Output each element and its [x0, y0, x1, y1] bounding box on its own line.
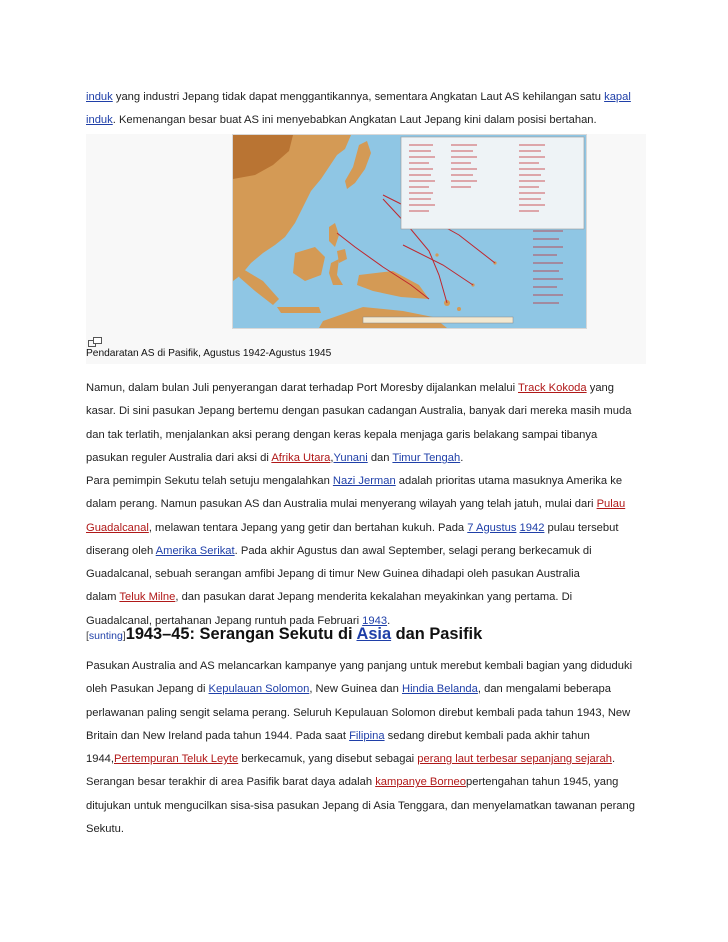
link-induk[interactable]: induk [86, 91, 113, 103]
text: . Pada akhir Agustus dan awal September, selagi perang berkecamuk di [234, 544, 592, 557]
text: adalah prioritas utama masuknya Amerika ke [395, 475, 623, 487]
link-amerika-serikat[interactable]: Amerika Serikat [155, 544, 235, 557]
p3-line-1: Pasukan Australia and AS melancarkan kampanye yang panjang untuk merebut kembali bagian yang diduduki [86, 660, 633, 672]
text: Britain dan New Ireland pada tahun 1944. Pada saat [86, 729, 350, 742]
link-asia[interactable]: Asia [356, 625, 392, 643]
link-afrika-utara[interactable]: Afrika Utara [271, 451, 331, 464]
map-image [233, 135, 586, 328]
map-figure [86, 134, 646, 364]
link-yunani[interactable]: Yunani [333, 451, 368, 464]
intro-paragraph [86, 86, 646, 133]
p2-line-2 [86, 493, 666, 516]
map-caption: Pendaratan AS di Pasifik, Agustus 1942-Agustus 1945 [86, 348, 332, 359]
intro-line-2 [86, 109, 646, 132]
text: , dan mengalami beberapa [477, 683, 611, 696]
link-1943[interactable]: 1943 [362, 614, 388, 627]
text: yang [586, 382, 614, 394]
text: 1944, [86, 753, 114, 766]
text: Para pemimpin Sekutu telah setuju mengalahkan [86, 475, 333, 487]
p1-line-4 [86, 447, 666, 470]
p2-line-1 [86, 470, 666, 493]
p3-line-3: perlawanan paling sengit selama perang. Seluruh Kepulauan Solomon direbut kembali pada tahun 1943, New [86, 706, 631, 719]
text: pertengahan tahun 1945, yang [466, 776, 619, 789]
link-pertempuran-teluk-leyte[interactable]: Pertempuran Teluk Leyte [114, 753, 239, 766]
text: . [387, 614, 391, 627]
text: pulau tersebut [544, 521, 619, 534]
p1-line-1 [86, 377, 666, 400]
text: , dan pasukan darat Jepang menderita kekalahan meyakinkan yang pertama. Di [175, 591, 573, 604]
link-7-agustus[interactable]: 7 Agustus [467, 521, 517, 534]
paragraph-kokoda [86, 377, 666, 470]
text: Guadalcanal, pertahanan Jepang runtuh pada Februari [86, 614, 363, 627]
link-filipina[interactable]: Filipina [349, 729, 385, 742]
text: , melawan tentara Jepang yang getir dan bertahan kukuh. Pada [148, 521, 468, 534]
paragraph-guadalcanal [86, 470, 666, 633]
link-hindia-belanda[interactable]: Hindia Belanda [401, 683, 478, 696]
text: dalam [86, 591, 120, 604]
p3-line-8: Sekutu. [86, 823, 124, 836]
p2-line-4 [86, 540, 666, 563]
p2-line-6 [86, 586, 666, 609]
text: Serangan besar terakhir di area Pasifik barat daya adalah [86, 776, 376, 789]
text: berkecamuk, yang disebut sebagai [238, 753, 418, 766]
text: . Kemenangan besar buat AS ini menyebabkan Angkatan Laut Jepang kini dalam posisi bertahan. [112, 114, 597, 127]
text: sedang direbut kembali pada akhir tahun [384, 729, 590, 742]
link-1942[interactable]: 1942 [519, 521, 545, 534]
text: , New Guinea dan [309, 683, 402, 696]
link-guadalcanal[interactable]: Guadalcanal [86, 521, 149, 534]
p1-line-3: dan tak terlatih, menjalankan aksi perang dengan keras kepala menjaga garis belakang sampai tibanya [86, 428, 598, 441]
heading-text: 1943–45: Serangan Sekutu di [125, 625, 357, 643]
link-nazi-jerman[interactable]: Nazi Jerman [332, 475, 396, 487]
p3-line-6 [86, 771, 666, 794]
text: dalam perang. Namun pasukan AS dan Australia mulai menyerang wilayah yang telah jatuh, mulai dari [86, 498, 597, 511]
text: oleh Pasukan Jepang di [86, 683, 209, 696]
p3-line-5 [86, 748, 666, 771]
link-kepulauan-solomon[interactable]: Kepulauan Solomon [208, 683, 310, 696]
link-kampanye-borneo[interactable]: kampanye Borneo [375, 776, 466, 789]
text: pasukan reguler Australia dari aksi di [86, 451, 272, 464]
p2-line-5: Guadalcanal, sebuah serangan amfibi Jepang di timur New Guinea dihadapi oleh pasukan Australia [86, 568, 580, 581]
p3-line-2 [86, 678, 666, 701]
text: dan [367, 451, 393, 464]
p2-line-3 [86, 517, 666, 540]
heading-text-end: dan Pasifik [391, 625, 483, 643]
link-timur-tengah[interactable]: Timur Tengah [392, 451, 461, 464]
pacific-landings-map[interactable] [232, 134, 587, 329]
paragraph-allied-offensive [86, 655, 666, 841]
link-track-kokoda[interactable]: Track Kokoda [518, 382, 587, 394]
edit-bracket-close: ] [122, 630, 126, 642]
intro-line-1 [86, 86, 646, 109]
text: . [611, 753, 616, 766]
text: , [330, 451, 334, 464]
p1-line-2: kasar. Di sini pasukan Jepang bertemu dengan pasukan cadangan Australia, banyak dari mereka masih muda [86, 405, 632, 418]
enlarge-icon[interactable] [88, 334, 102, 344]
p3-line-4 [86, 725, 666, 748]
link-kapal[interactable]: kapal [604, 91, 631, 103]
link-pulau[interactable]: Pulau [596, 498, 626, 511]
edit-section-link[interactable]: sunting [88, 630, 123, 642]
link-induk-2[interactable]: induk [86, 114, 113, 127]
link-perang-laut-terbesar[interactable]: perang laut terbesar sepanjang sejarah [417, 753, 612, 766]
text: . [460, 451, 464, 464]
text: diserang oleh [86, 544, 156, 557]
p3-line-7: ditujukan untuk mengucilkan sisa-sisa pasukan Jepang di Asia Tenggara, dan menyelamatkan tawanan perang [86, 799, 635, 812]
link-teluk-milne[interactable]: Teluk Milne [119, 591, 176, 604]
section-heading [86, 625, 482, 644]
text: Namun, dalam bulan Juli penyerangan darat terhadap Port Moresby dijalankan melalui [86, 382, 519, 394]
text: yang industri Jepang tidak dapat menggantikannya, sementara Angkatan Laut AS kehilangan satu [112, 91, 605, 103]
edit-bracket-open: [ [86, 630, 89, 642]
